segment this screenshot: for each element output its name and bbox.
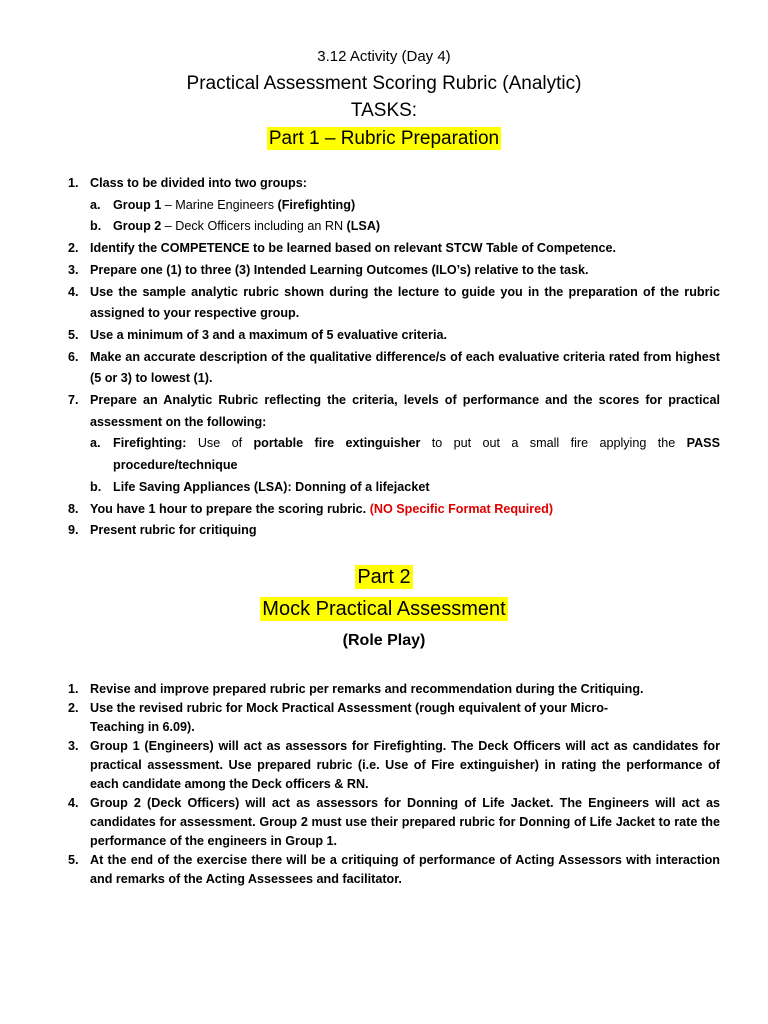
group1-desc: – Marine Engineers [161, 197, 278, 212]
tasks-heading: TASKS: [350, 100, 418, 121]
item-text: Use the sample analytic rubric shown during the lecture to guide you in the preparation of the rubric assigned to your respective group. [90, 284, 720, 321]
item-text: Prepare an Analytic Rubric reflecting the criteria, levels of performance and the scores for practical assessment on the following: [90, 393, 720, 429]
item-text: You have 1 hour to prepare the scoring rubric. [90, 501, 370, 516]
group2-tag: (LSA) [346, 219, 381, 234]
item-text: Class to be divided into two groups: [90, 176, 307, 190]
list-item [68, 347, 720, 390]
list-number: 3. [68, 262, 79, 277]
list-number: 7. [68, 393, 79, 408]
activity-label: 3.12 Activity (Day 4) [317, 48, 451, 65]
firefighting-tool: portable fire extinguisher [253, 436, 421, 451]
firefighting-mid: to put out a small fire applying the [420, 436, 687, 451]
sub-item [68, 433, 720, 476]
list-item [68, 238, 720, 260]
item-text: Make an accurate description of the qualitative difference/s of each evaluative criteria rated from highest (5 or 3) to lowest (1). [90, 349, 720, 386]
part2-heading-wrap [0, 566, 768, 589]
list-item [68, 173, 720, 195]
list-number: 4. [68, 284, 79, 299]
list-number: 2. [68, 241, 79, 256]
list-item [68, 325, 720, 347]
list-item [68, 282, 720, 325]
item-text: Use the revised rubric for Mock Practical Assessment (rough equivalent of your Micro- Teaching in 6.09). [90, 701, 609, 734]
list-number: 5. [68, 853, 79, 867]
item-text: At the end of the exercise there will be a critiquing of performance of Acting Assessors with interaction and remarks of the Acting Assessees and facilitator. [90, 853, 720, 886]
sub-item [68, 216, 720, 238]
firefighting-use: Use of [186, 436, 254, 451]
item-text: Identify the COMPETENCE to be learned based on relevant STCW Table of Competence. [90, 241, 616, 256]
part2-heading: Part 2 [357, 566, 411, 588]
sub-letter: b. [90, 219, 102, 234]
list-number: 1. [68, 682, 79, 696]
list-item [68, 737, 720, 794]
list-item [68, 851, 720, 889]
item-text: Prepare one (1) to three (3) Intended Learning Outcomes (ILO’s) relative to the task. [90, 262, 589, 277]
group1-label: Group 1 [113, 197, 162, 212]
sub-item [68, 195, 720, 217]
list-item [68, 680, 720, 699]
firefighting-label: Firefighting: [113, 436, 187, 451]
sub-letter: a. [90, 197, 101, 212]
lsa-text: Life Saving Appliances (LSA): Donning of a lifejacket [113, 479, 430, 494]
sub-item [68, 477, 720, 499]
list-number: 1. [68, 176, 79, 190]
item-text: Group 2 (Deck Officers) will act as assessors for Donning of Life Jacket. The Engineers will act as candidates for assessment. Group 2 must use their prepared rubric for Donning of Life Jacket to rate the performance of the engineers in Group 1. [90, 796, 720, 848]
list-number: 3. [68, 739, 79, 753]
part2-list [68, 680, 720, 889]
item-text: Group 1 (Engineers) will act as assessors for Firefighting. The Deck Officers will act as candidates for practical assessment. Use prepared rubric (i.e. Use of Fire extinguisher) in rating the performance of each candidate among the Deck officers & RN. [90, 739, 720, 791]
item-text: Present rubric for critiquing [90, 523, 257, 538]
list-item [68, 699, 720, 737]
sub-letter: b. [90, 479, 102, 494]
list-number: 6. [68, 349, 79, 364]
list-number: 9. [68, 523, 79, 538]
sub-letter: a. [90, 436, 101, 451]
list-item [68, 520, 720, 542]
group2-label: Group 2 [113, 219, 162, 234]
list-number: 5. [68, 327, 79, 342]
document-title: Practical Assessment Scoring Rubric (Analytic) [186, 73, 582, 94]
group1-tag: (Firefighting) [277, 197, 356, 212]
list-item [68, 260, 720, 282]
list-number: 2. [68, 701, 79, 715]
group2-desc: – Deck Officers including an RN [161, 219, 347, 234]
list-item [68, 499, 720, 521]
list-number: 4. [68, 796, 79, 810]
role-play-label: (Role Play) [342, 632, 426, 649]
part2-subheading-wrap [0, 598, 768, 621]
list-number: 8. [68, 501, 79, 516]
part1-heading: Part 1 – Rubric Preparation [268, 128, 500, 149]
list-item [68, 794, 720, 851]
item-text: Revise and improve prepared rubric per remarks and recommendation during the Critiquing. [90, 682, 644, 696]
part2-subheading: Mock Practical Assessment [262, 598, 506, 620]
format-note: (NO Specific Format Required) [369, 501, 554, 516]
firefighting-pass: PASS procedure/technique [113, 436, 720, 473]
part1-heading-wrap [0, 128, 768, 150]
part1-list [68, 173, 720, 542]
list-item [68, 390, 720, 433]
item-text: Use a minimum of 3 and a maximum of 5 evaluative criteria. [90, 327, 447, 342]
